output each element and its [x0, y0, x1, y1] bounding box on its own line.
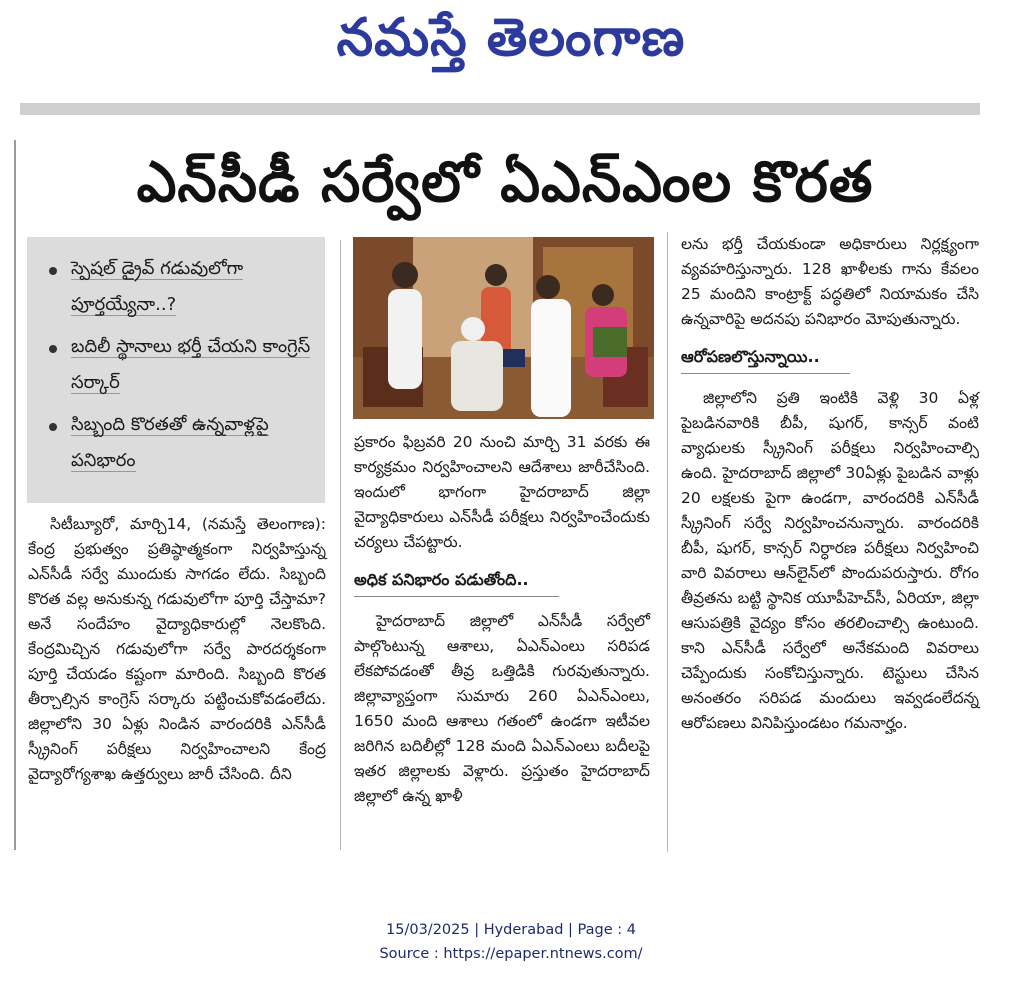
article-column-1: [28, 512, 326, 852]
bullet-icon: [49, 423, 57, 431]
masthead-rule: [20, 103, 980, 115]
column-separator: [667, 232, 668, 852]
article-headline: ఎన్‌సీడీ సర్వేలో ఏఎన్‌ఎంల కొరత: [136, 150, 874, 215]
photo-illustration: [353, 237, 654, 419]
bullet-icon: [49, 345, 57, 353]
edition-info: 15/03/2025 | Hyderabad | Page : 4: [386, 922, 636, 938]
paragraph: లను భర్తీ చేయకుండా అధికారులు నిర్లక్ష్యంగా వ్యవహరిస్తున్నారు. 128 ఖాళీలకు గాను కేవలం 25 మందిని కాంట్రాక్ట్ పద్ధతిలో నియామకం చేసి ఉన్నవారిపై అదనపు పనిభారం మోపుతున్నారు.: [681, 235, 979, 328]
paragraph: సిటీబ్యూరో, మార్చి14, (నమస్తే తెలంగాణ): కేంద్ర ప్రభుత్వం ప్రతిష్ఠాత్మకంగా నిర్వహిస్తున్న ఎన్‌సీడీ సర్వే ముందుకు సాగడం లేదు. సిబ్బంది కొరత వల్ల అనుకున్న గడువులోగా పూర్తి చేస్తామా? అనే సందేహం వైద్యాధికారుల్లో నెలకొంది. కేంద్రమిచ్చిన గడువులోగా సర్వే పారదర్శకంగా పూర్తి చేయడం కష్టంగా మారింది. సిబ్బంది కొరత తీర్చాల్సిన కాంగ్రెస్ సర్కారు పట్టించుకోవడంలేదు. జిల్లాలోని 30 ఏళ్లు నిండిన వారందరికి ఎన్‌సీడీ స్క్రీనింగ్ పరీక్షలు నిర్వహించాలని కేంద్ర వైద్యారోగ్యశాఖ ఉత్తర్వులు జారీ చేసింది. దీని: [28, 515, 326, 783]
bullet-icon: [49, 267, 57, 275]
highlight-item: బదిలీ స్థానాలు భర్తీ చేయని కాంగ్రెస్ సర్కార్: [45, 329, 317, 401]
highlight-item: సిబ్బంది కొరతతో ఉన్నవాళ్లపై పనిభారం: [45, 407, 317, 479]
paragraph: హైదరాబాద్ జిల్లాలో ఎన్‌సీడీ సర్వేలో పాల్గొంటున్న ఆశాలు, ఏఎన్‌ఎంలు సరిపడ లేకపోవడంతో తీవ్ర ఒత్తిడికి గురవుతున్నారు. జిల్లావ్యాప్తంగా సుమారు 260 ఏఎన్‌ఎంలు, 1650 మంది ఆశాలు గతంలో ఉండగా ఇటీవల జరిగిన బదిలీల్లో 128 మంది ఏఎన్‌ఎంలు బదీలపై ఇతర జిల్లాలకు వెళ్లారు. ప్రస్తుతం హైదరాబాద్ జిల్లాలో ఉన్న ఖాళీ: [354, 612, 650, 805]
paragraph: ప్రకారం ఫిబ్రవరి 20 నుంచి మార్చి 31 వరకు ఈ కార్యక్రమం నిర్వహించాలని ఆదేశాలు జారీచేసింది. ఇందులో భాగంగా హైదరాబాద్ జిల్లా వైద్యాధికారులు ఎన్‌సీడీ పరీక్షలు నిర్వహించేందుకు చర్యలు చేపట్టారు.: [354, 433, 650, 551]
highlights-box: [27, 237, 325, 503]
paragraph: జిల్లాలోని ప్రతి ఇంటికి వెళ్లి 30 ఏళ్ల పైబడినవారికి బీపీ, షుగర్, కాన్సర్ వంటి వ్యాధులకు స్క్రీనింగ్ పరీక్షలు నిర్వహించాల్సి ఉంది. హైదరాబాద్ జిల్లాలో 30ఏళ్లు పైబడిన వాళ్లు 20 లక్షలకు పైగా ఉండగా, వారందరికి ఎన్‌సీడీ స్క్రీనింగ్ సర్వే నిర్వహించనున్నారు. వారందరికి బీపీ, షుగర్, కాన్సర్ నిర్ధారణ పరీక్షలు నిర్వహించి వారి వివరాలు ఆన్‌లైన్‌లో పొందుపరుస్తారు. రోగం తీవ్రతను బట్టి స్థానిక యూపీహెచ్‌సీ, ఏరియా, జిల్లా ఆసుపత్రికి వైద్యం కోసం తరలించాల్సి ఉంటుంది. కాని ఎన్‌సీడీ సర్వేలో అనేకమంది వివరాలు చెప్పేందుకు సంకోచిస్తున్నారు. టెస్టులు చేసిన అనంతరం సరిపడ మందులు ఇవ్వడంలేదన్న ఆరోపణలు వినిపిస్తుండటం గమనార్హం.: [681, 389, 979, 732]
source-link[interactable]: Source : https://epaper.ntnews.com/: [379, 946, 643, 962]
highlight-item: స్పెషల్ డ్రైవ్ గడువులోగా పూర్తయ్యేనా..?: [45, 251, 317, 323]
masthead: [0, 0, 1022, 80]
article-column-3: [681, 232, 979, 736]
newspaper-logo: నమస్తే తెలంగాణ: [336, 8, 686, 68]
article-column-2: [354, 430, 650, 809]
page-edge-line: [14, 140, 16, 850]
section-subhead: ఆరోపణలొస్తున్నాయి..: [681, 344, 850, 374]
article-photo: [353, 237, 654, 419]
page-footer: [0, 918, 1022, 966]
section-subhead: అధిక పనిభారం పడుతోంది..: [354, 567, 559, 597]
column-separator: [340, 240, 341, 850]
